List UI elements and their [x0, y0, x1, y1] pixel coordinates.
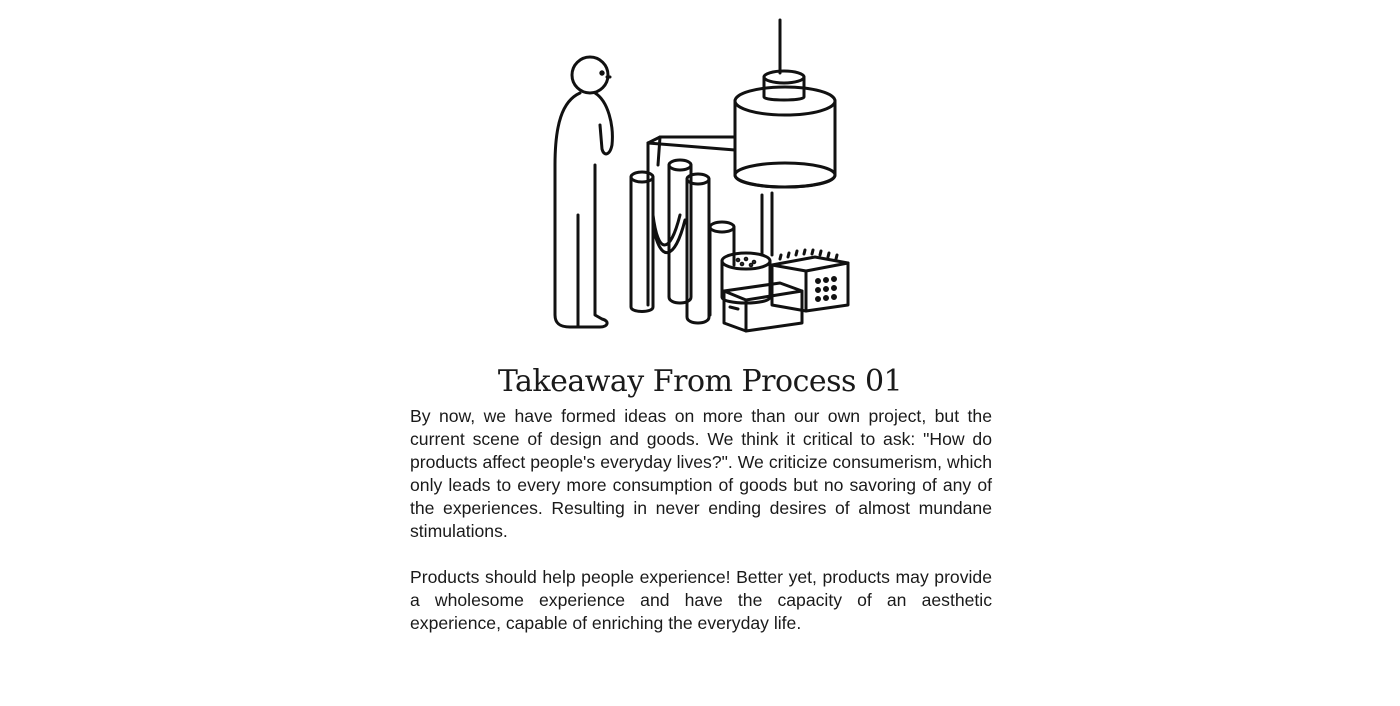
person-with-objects-illustration: [540, 15, 860, 335]
round-pot-icon: [722, 253, 770, 303]
body-text: [410, 405, 992, 635]
paragraph: Products should help people experience! Better yet, products may provide a wholesome experience and have the capacity of an aesthetic experience, capable of enriching the everyday life.: [410, 567, 992, 633]
pendant-lamp-icon: [735, 20, 835, 187]
page-title: Takeaway From Process 01: [497, 364, 903, 399]
person-figure-icon: [555, 57, 612, 327]
cylinder-icon: [631, 160, 709, 323]
paragraph: By now, we have formed ideas on more than our own project, but the current scene of design and goods. We think it critical to ask: "How do products affect people's everyday lives?". We criticize consumerism, which only leads to every more consumption of goods but no savoring of any of the experiences. Resulting in never ending desires of almost mundane stimulations.: [410, 406, 992, 541]
spiky-box-icon: [772, 250, 848, 311]
